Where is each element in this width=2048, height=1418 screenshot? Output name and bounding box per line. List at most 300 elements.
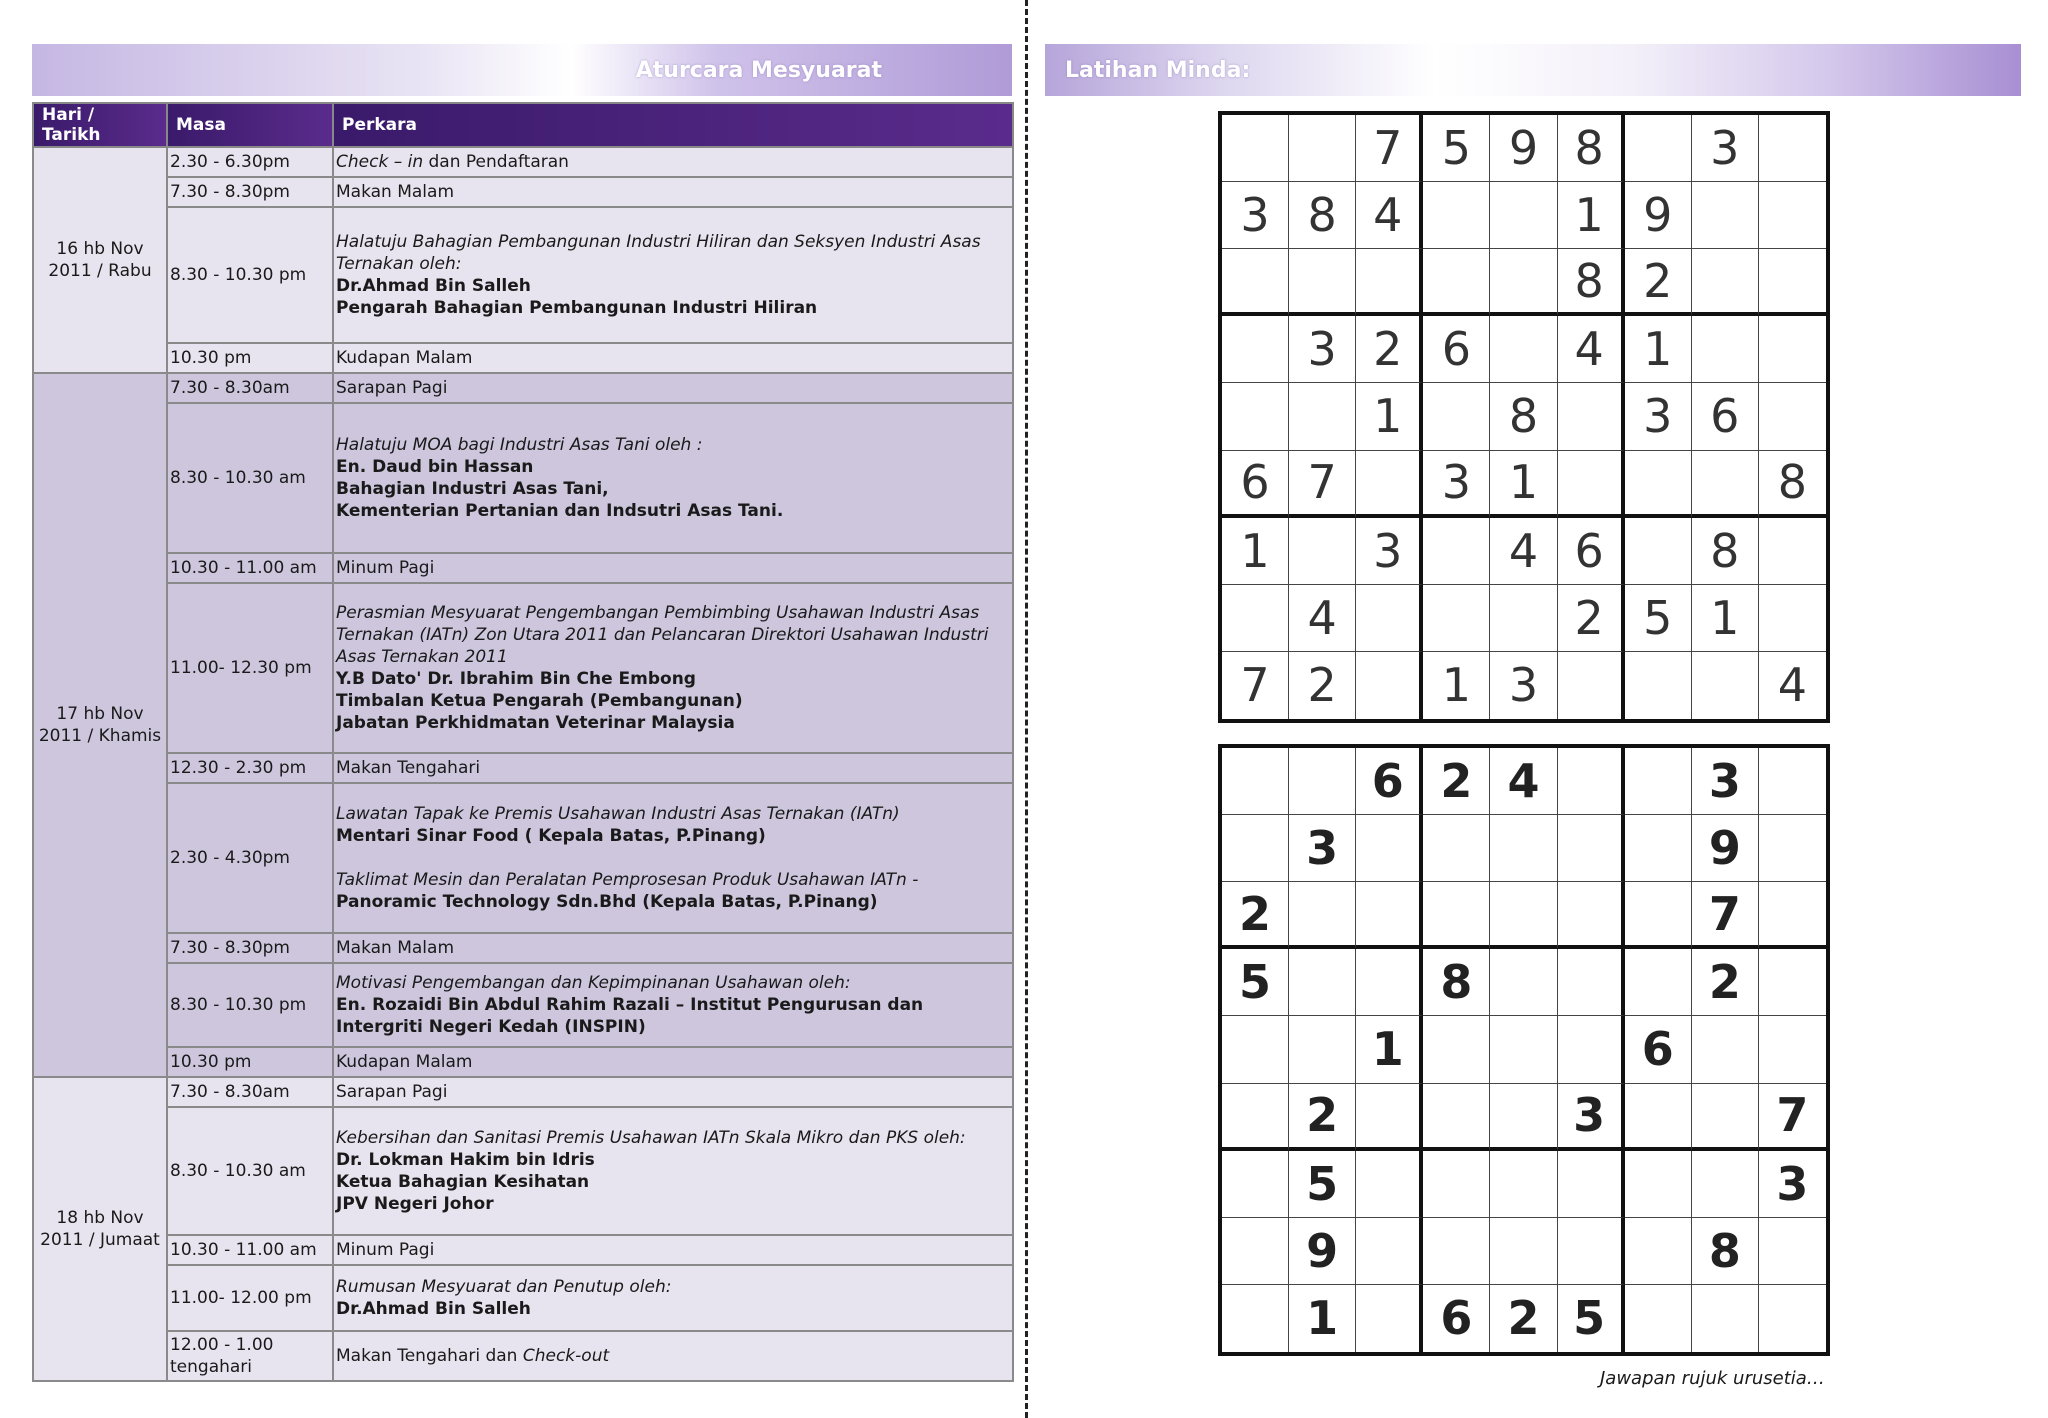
item-cell	[333, 753, 1013, 783]
sudoku-cell[interactable]	[1289, 249, 1356, 316]
sudoku-cell[interactable]	[1759, 316, 1826, 383]
table-row	[33, 583, 1013, 753]
sudoku-cell[interactable]	[1356, 1218, 1423, 1285]
item-cell	[333, 1265, 1013, 1331]
item-line	[336, 151, 1010, 173]
sudoku-cell[interactable]	[1423, 383, 1490, 450]
sudoku-cell[interactable]	[1356, 652, 1423, 719]
item-text: Lawatan Tapak ke Premis Usahawan Industri Asas Ternakan (IATn)	[336, 804, 900, 824]
sudoku-cell[interactable]	[1558, 1151, 1625, 1218]
time-cell: 7.30 - 8.30am	[167, 1077, 333, 1107]
puzzle-title: Latihan Minda:	[1065, 57, 1251, 83]
sudoku-cell[interactable]	[1490, 1151, 1557, 1218]
sudoku-cell[interactable]	[1759, 249, 1826, 316]
agenda-title: Aturcara Mesyuarat	[635, 57, 882, 83]
time-cell: 12.00 - 1.00 tengahari	[167, 1331, 333, 1381]
item-text: Makan Tengahari	[336, 758, 481, 778]
agenda-banner	[32, 44, 1012, 96]
item-line	[336, 297, 1010, 319]
item-line	[336, 825, 1010, 847]
item-text: Mentari Sinar Food ( Kepala Batas, P.Pinang)	[336, 826, 766, 846]
sudoku-cell[interactable]	[1423, 585, 1490, 652]
sudoku-cell: 5	[1423, 115, 1490, 182]
item-text: Timbalan Ketua Pengarah (Pembangunan)	[336, 691, 743, 711]
sudoku-cell: 2	[1289, 652, 1356, 719]
time-cell: 10.30 - 11.00 am	[167, 1235, 333, 1265]
sudoku-cell[interactable]	[1625, 1084, 1692, 1151]
sudoku-cell[interactable]	[1423, 1151, 1490, 1218]
sudoku-grid-2	[1218, 744, 1830, 1356]
sudoku-cell[interactable]	[1759, 748, 1826, 815]
sudoku-cell: 9	[1625, 182, 1692, 249]
sudoku-cell: 9	[1289, 1218, 1356, 1285]
sudoku-grid-1	[1218, 111, 1830, 723]
sudoku-cell: 6	[1222, 451, 1289, 518]
item-line	[336, 972, 1010, 994]
puzzle-banner	[1045, 44, 2021, 96]
item-line	[336, 937, 1010, 959]
sudoku-cell[interactable]	[1356, 1151, 1423, 1218]
item-text: Kudapan Malam	[336, 348, 473, 368]
item-line	[336, 1051, 1010, 1073]
sudoku-cell: 3	[1289, 815, 1356, 882]
sudoku-cell[interactable]	[1558, 1218, 1625, 1285]
sudoku-cell[interactable]	[1423, 1016, 1490, 1083]
sudoku-cell[interactable]	[1289, 1016, 1356, 1083]
sudoku-cell: 3	[1423, 451, 1490, 518]
item-text: Bahagian Industri Asas Tani,	[336, 479, 609, 499]
sudoku-cell[interactable]	[1222, 585, 1289, 652]
sudoku-cell: 2	[1625, 249, 1692, 316]
sudoku-cell: 3	[1692, 748, 1759, 815]
item-line	[336, 478, 1010, 500]
sudoku-cell: 4	[1558, 316, 1625, 383]
item-text: dan Pendaftaran	[423, 152, 569, 172]
sudoku-cell[interactable]	[1759, 115, 1826, 182]
sudoku-cell: 3	[1289, 316, 1356, 383]
sudoku-cell[interactable]	[1222, 815, 1289, 882]
sudoku-cell[interactable]	[1490, 882, 1557, 949]
sudoku-cell[interactable]	[1356, 249, 1423, 316]
time-cell: 10.30 pm	[167, 343, 333, 373]
sudoku-cell: 8	[1289, 182, 1356, 249]
item-line	[336, 1149, 1010, 1171]
item-text: En. Rozaidi Bin Abdul Rahim Razali – Institut Pengurusan dan Intergriti Negeri Kedah (INSPIN)	[336, 995, 924, 1037]
time-cell: 10.30 - 11.00 am	[167, 553, 333, 583]
sudoku-cell[interactable]	[1356, 1285, 1423, 1352]
sudoku-cell: 8	[1759, 451, 1826, 518]
sudoku-cell: 4	[1356, 182, 1423, 249]
item-line	[336, 181, 1010, 203]
item-text: Makan Malam	[336, 938, 455, 958]
table-row	[33, 1265, 1013, 1331]
sudoku-cell[interactable]	[1625, 882, 1692, 949]
item-line	[336, 1276, 1010, 1298]
sudoku-cell[interactable]	[1558, 882, 1625, 949]
item-text: Perasmian Mesyuarat Pengembangan Pembimbing Usahawan Industri Asas Ternakan (IATn) Zon Utara 2011 dan Pelancaran Direktori Usahawan Industri Asas Ternakan 2011	[336, 603, 989, 667]
sudoku-cell: 6	[1423, 316, 1490, 383]
item-line	[336, 891, 1010, 913]
sudoku-cell[interactable]	[1625, 1285, 1692, 1352]
sudoku-cell: 7	[1759, 1084, 1826, 1151]
item-text: Halatuju MOA bagi Industri Asas Tani oleh :	[336, 435, 703, 455]
time-cell: 10.30 pm	[167, 1047, 333, 1077]
table-row	[33, 1235, 1013, 1265]
item-text: Minum Pagi	[336, 1240, 435, 1260]
item-cell	[333, 933, 1013, 963]
sudoku-cell[interactable]	[1759, 518, 1826, 585]
item-line	[336, 557, 1010, 579]
table-row	[33, 403, 1013, 553]
sudoku-cell[interactable]	[1558, 652, 1625, 719]
table-row	[33, 373, 1013, 403]
sudoku-cell: 5	[1289, 1151, 1356, 1218]
sudoku-cell[interactable]	[1222, 316, 1289, 383]
sudoku-cell[interactable]	[1423, 518, 1490, 585]
sudoku-cell[interactable]	[1692, 1084, 1759, 1151]
table-row	[33, 1107, 1013, 1235]
sudoku-cell[interactable]	[1490, 815, 1557, 882]
sudoku-cell: 2	[1423, 748, 1490, 815]
sudoku-cell[interactable]	[1222, 115, 1289, 182]
time-cell: 7.30 - 8.30pm	[167, 177, 333, 207]
sudoku-cell: 4	[1289, 585, 1356, 652]
sudoku-cell: 1	[1289, 1285, 1356, 1352]
sudoku-cell: 4	[1490, 518, 1557, 585]
sudoku-cell: 8	[1692, 1218, 1759, 1285]
sudoku-cell[interactable]	[1356, 1084, 1423, 1151]
item-line	[336, 712, 1010, 734]
item-line	[336, 1081, 1010, 1103]
sudoku-cell: 6	[1625, 1016, 1692, 1083]
sudoku-cell: 1	[1692, 585, 1759, 652]
sudoku-cell[interactable]	[1692, 1151, 1759, 1218]
table-row	[33, 1047, 1013, 1077]
item-cell	[333, 1077, 1013, 1107]
item-cell	[333, 963, 1013, 1047]
time-cell: 8.30 - 10.30 am	[167, 1107, 333, 1235]
sudoku-cell[interactable]	[1490, 1218, 1557, 1285]
table-row	[33, 177, 1013, 207]
sudoku-cell[interactable]	[1289, 383, 1356, 450]
item-cell	[333, 177, 1013, 207]
sudoku-cell[interactable]	[1692, 1016, 1759, 1083]
sudoku-cell: 4	[1490, 748, 1557, 815]
sudoku-cell[interactable]	[1289, 115, 1356, 182]
sudoku-cell: 2	[1692, 949, 1759, 1016]
time-cell: 11.00- 12.30 pm	[167, 583, 333, 753]
item-text: Check-out	[522, 1346, 610, 1366]
sudoku-cell[interactable]	[1423, 815, 1490, 882]
item-line	[336, 994, 1010, 1038]
sudoku-cell[interactable]	[1558, 1016, 1625, 1083]
item-text: Dr.Ahmad Bin Salleh	[336, 1299, 531, 1319]
sudoku-cell[interactable]	[1423, 882, 1490, 949]
item-cell	[333, 553, 1013, 583]
sudoku-cell[interactable]	[1490, 1084, 1557, 1151]
item-line	[336, 668, 1010, 690]
sudoku-cell[interactable]	[1759, 1016, 1826, 1083]
sudoku-cell[interactable]	[1222, 1151, 1289, 1218]
sudoku-cell[interactable]	[1222, 748, 1289, 815]
sudoku-cell: 3	[1558, 1084, 1625, 1151]
item-text: Makan Tengahari dan	[336, 1346, 523, 1366]
sudoku-cell: 2	[1289, 1084, 1356, 1151]
item-line	[336, 602, 1010, 668]
sudoku-cell: 1	[1423, 652, 1490, 719]
sudoku-cell[interactable]	[1423, 182, 1490, 249]
table-row	[33, 753, 1013, 783]
sudoku-cell[interactable]	[1692, 316, 1759, 383]
sudoku-cell[interactable]	[1625, 1218, 1692, 1285]
item-line	[336, 869, 1010, 891]
item-text: Jabatan Perkhidmatan Veterinar Malaysia	[336, 713, 735, 733]
sudoku-cell: 3	[1692, 115, 1759, 182]
agenda-table	[32, 102, 1014, 1382]
item-text: Makan Malam	[336, 182, 455, 202]
sudoku-cell: 2	[1558, 585, 1625, 652]
sudoku-cell[interactable]	[1625, 518, 1692, 585]
sudoku-cell[interactable]	[1558, 748, 1625, 815]
sudoku-cell: 1	[1356, 383, 1423, 450]
item-line	[336, 434, 1010, 456]
sudoku-cell[interactable]	[1625, 1151, 1692, 1218]
item-cell	[333, 207, 1013, 343]
sudoku-cell[interactable]	[1625, 748, 1692, 815]
sudoku-cell[interactable]	[1490, 949, 1557, 1016]
sudoku-cell[interactable]	[1356, 815, 1423, 882]
sudoku-cell: 1	[1558, 182, 1625, 249]
item-text: En. Daud bin Hassan	[336, 457, 534, 477]
sudoku-cell: 7	[1356, 115, 1423, 182]
item-line	[336, 456, 1010, 478]
sudoku-cell[interactable]	[1692, 249, 1759, 316]
item-text: Halatuju Bahagian Pembangunan Industri Hiliran dan Seksyen Industri Asas Ternakan oleh:	[336, 232, 981, 274]
item-line	[336, 690, 1010, 712]
table-row	[33, 933, 1013, 963]
day-cell: 16 hb Nov 2011 / Rabu	[33, 147, 167, 373]
item-line	[336, 1127, 1010, 1149]
sudoku-cell: 8	[1558, 115, 1625, 182]
item-text: Minum Pagi	[336, 558, 435, 578]
sudoku-cell: 5	[1558, 1285, 1625, 1352]
sudoku-cell[interactable]	[1759, 182, 1826, 249]
sudoku-cell[interactable]	[1490, 249, 1557, 316]
item-line	[336, 377, 1010, 399]
sudoku-cell: 8	[1423, 949, 1490, 1016]
header-day: Hari / Tarikh	[33, 103, 167, 147]
sudoku-cell: 2	[1222, 882, 1289, 949]
sudoku-cell[interactable]	[1759, 949, 1826, 1016]
day-cell: 18 hb Nov 2011 / Jumaat	[33, 1077, 167, 1381]
item-line	[336, 347, 1010, 369]
agenda-body	[33, 147, 1013, 1381]
sudoku-cell: 6	[1558, 518, 1625, 585]
sudoku-cell: 2	[1490, 1285, 1557, 1352]
header-item: Perkara	[333, 103, 1013, 147]
sudoku-cell[interactable]	[1759, 882, 1826, 949]
item-cell	[333, 1047, 1013, 1077]
table-row	[33, 207, 1013, 343]
sudoku-cell[interactable]	[1222, 1084, 1289, 1151]
item-line	[336, 757, 1010, 779]
item-text: Kebersihan dan Sanitasi Premis Usahawan IATn Skala Mikro dan PKS oleh:	[336, 1128, 966, 1148]
item-cell	[333, 583, 1013, 753]
sudoku-cell: 6	[1692, 383, 1759, 450]
table-header-row	[33, 103, 1013, 147]
sudoku-cell: 6	[1423, 1285, 1490, 1352]
sudoku-cell[interactable]	[1289, 518, 1356, 585]
item-text: Y.B Dato' Dr. Ibrahim Bin Che Embong	[336, 669, 696, 689]
table-row	[33, 553, 1013, 583]
sudoku-cell[interactable]	[1423, 1084, 1490, 1151]
sudoku-cell[interactable]	[1625, 652, 1692, 719]
sudoku-cell: 2	[1356, 316, 1423, 383]
item-cell	[333, 783, 1013, 933]
time-cell: 8.30 - 10.30 pm	[167, 963, 333, 1047]
table-row	[33, 963, 1013, 1047]
sudoku-cell[interactable]	[1222, 249, 1289, 316]
sudoku-cell: 1	[1356, 1016, 1423, 1083]
sudoku-cell[interactable]	[1759, 1218, 1826, 1285]
item-text: Motivasi Pengembangan dan Kepimpinanan Usahawan oleh:	[336, 973, 851, 993]
sudoku-cell: 7	[1692, 882, 1759, 949]
time-cell: 2.30 - 6.30pm	[167, 147, 333, 177]
sudoku-cell: 3	[1490, 652, 1557, 719]
sudoku-cell[interactable]	[1692, 451, 1759, 518]
header-time: Masa	[167, 103, 333, 147]
item-line	[336, 847, 1010, 869]
time-cell: 11.00- 12.00 pm	[167, 1265, 333, 1331]
sudoku-cell[interactable]	[1759, 815, 1826, 882]
day-cell: 17 hb Nov 2011 / Khamis	[33, 373, 167, 1077]
sudoku-cell[interactable]	[1423, 249, 1490, 316]
sudoku-cell[interactable]	[1490, 182, 1557, 249]
sudoku-cell: 3	[1356, 518, 1423, 585]
sudoku-cell: 5	[1222, 949, 1289, 1016]
sudoku-cell[interactable]	[1222, 1218, 1289, 1285]
item-line	[336, 500, 1010, 522]
sudoku-cell[interactable]	[1356, 882, 1423, 949]
sudoku-cell: 3	[1759, 1151, 1826, 1218]
item-line	[336, 275, 1010, 297]
sudoku-cell[interactable]	[1222, 383, 1289, 450]
item-line	[336, 1298, 1010, 1320]
sudoku-cell[interactable]	[1490, 585, 1557, 652]
item-line	[336, 231, 1010, 275]
sudoku-cell[interactable]	[1692, 182, 1759, 249]
sudoku-cell: 3	[1625, 383, 1692, 450]
sudoku-cell[interactable]	[1759, 585, 1826, 652]
sudoku-cell: 3	[1222, 182, 1289, 249]
item-text: Taklimat Mesin dan Peralatan Pemprosesan Produk Usahawan IATn -	[336, 870, 919, 890]
sudoku-cell[interactable]	[1289, 748, 1356, 815]
sudoku-cell[interactable]	[1289, 882, 1356, 949]
time-cell: 8.30 - 10.30 am	[167, 403, 333, 553]
sudoku-cell[interactable]	[1759, 1285, 1826, 1352]
sudoku-cell: 8	[1692, 518, 1759, 585]
time-cell: 12.30 - 2.30 pm	[167, 753, 333, 783]
table-row	[33, 1331, 1013, 1381]
sudoku-cell[interactable]	[1558, 451, 1625, 518]
item-text: Rumusan Mesyuarat dan Penutup oleh:	[336, 1277, 672, 1297]
sudoku-cell: 8	[1490, 383, 1557, 450]
sudoku-cell[interactable]	[1558, 815, 1625, 882]
sudoku-cell[interactable]	[1759, 383, 1826, 450]
sudoku-cell[interactable]	[1625, 815, 1692, 882]
item-text: Panoramic Technology Sdn.Bhd (Kepala Batas, P.Pinang)	[336, 892, 878, 912]
time-cell: 2.30 - 4.30pm	[167, 783, 333, 933]
sudoku-cell[interactable]	[1625, 451, 1692, 518]
item-text: JPV Negeri Johor	[336, 1194, 494, 1214]
sudoku-cell[interactable]	[1423, 1218, 1490, 1285]
sudoku-cell: 7	[1222, 652, 1289, 719]
sudoku-cell[interactable]	[1222, 1285, 1289, 1352]
sudoku-cell: 5	[1625, 585, 1692, 652]
sudoku-cell[interactable]	[1625, 949, 1692, 1016]
sudoku-cell: 1	[1490, 451, 1557, 518]
item-text: Pengarah Bahagian Pembangunan Industri Hiliran	[336, 298, 818, 318]
sudoku-cell[interactable]	[1490, 316, 1557, 383]
item-cell	[333, 373, 1013, 403]
item-cell	[333, 147, 1013, 177]
table-row	[33, 147, 1013, 177]
item-line	[336, 1171, 1010, 1193]
item-text: Ketua Bahagian Kesihatan	[336, 1172, 590, 1192]
sudoku-cell[interactable]	[1625, 115, 1692, 182]
sudoku-cell[interactable]	[1289, 949, 1356, 1016]
sudoku-cell[interactable]	[1692, 652, 1759, 719]
item-text: Sarapan Pagi	[336, 378, 448, 398]
sudoku-cell[interactable]	[1356, 949, 1423, 1016]
item-line	[336, 803, 1010, 825]
sudoku-cell: 8	[1558, 249, 1625, 316]
answer-note: Jawapan rujuk urusetia…	[1600, 1368, 1825, 1389]
item-line	[336, 1193, 1010, 1215]
item-line	[336, 1345, 1010, 1367]
sudoku-cell[interactable]	[1692, 1285, 1759, 1352]
sudoku-cell: 1	[1222, 518, 1289, 585]
sudoku-cell: 9	[1490, 115, 1557, 182]
item-cell	[333, 403, 1013, 553]
item-cell	[333, 1107, 1013, 1235]
sudoku-cell: 1	[1625, 316, 1692, 383]
item-text: Dr. Lokman Hakim bin Idris	[336, 1150, 595, 1170]
item-text: Kementerian Pertanian dan Indsutri Asas Tani.	[336, 501, 784, 521]
sudoku-cell: 9	[1692, 815, 1759, 882]
sudoku-cell[interactable]	[1490, 1016, 1557, 1083]
item-cell	[333, 1235, 1013, 1265]
sudoku-cell: 6	[1356, 748, 1423, 815]
table-row	[33, 783, 1013, 933]
item-line	[336, 1239, 1010, 1261]
page-divider	[1025, 0, 1028, 1418]
time-cell: 8.30 - 10.30 pm	[167, 207, 333, 343]
sudoku-cell: 4	[1777, 658, 1808, 713]
item-cell	[333, 1331, 1013, 1381]
item-cell	[333, 343, 1013, 373]
item-text: Kudapan Malam	[336, 1052, 473, 1072]
table-row	[33, 343, 1013, 373]
time-cell: 7.30 - 8.30pm	[167, 933, 333, 963]
sudoku-cell[interactable]	[1558, 949, 1625, 1016]
sudoku-cell[interactable]	[1356, 585, 1423, 652]
sudoku-cell[interactable]	[1558, 383, 1625, 450]
sudoku-cell[interactable]	[1222, 1016, 1289, 1083]
sudoku-cell: 7	[1289, 451, 1356, 518]
sudoku-cell[interactable]	[1356, 451, 1423, 518]
item-text: Check – in	[336, 152, 424, 172]
